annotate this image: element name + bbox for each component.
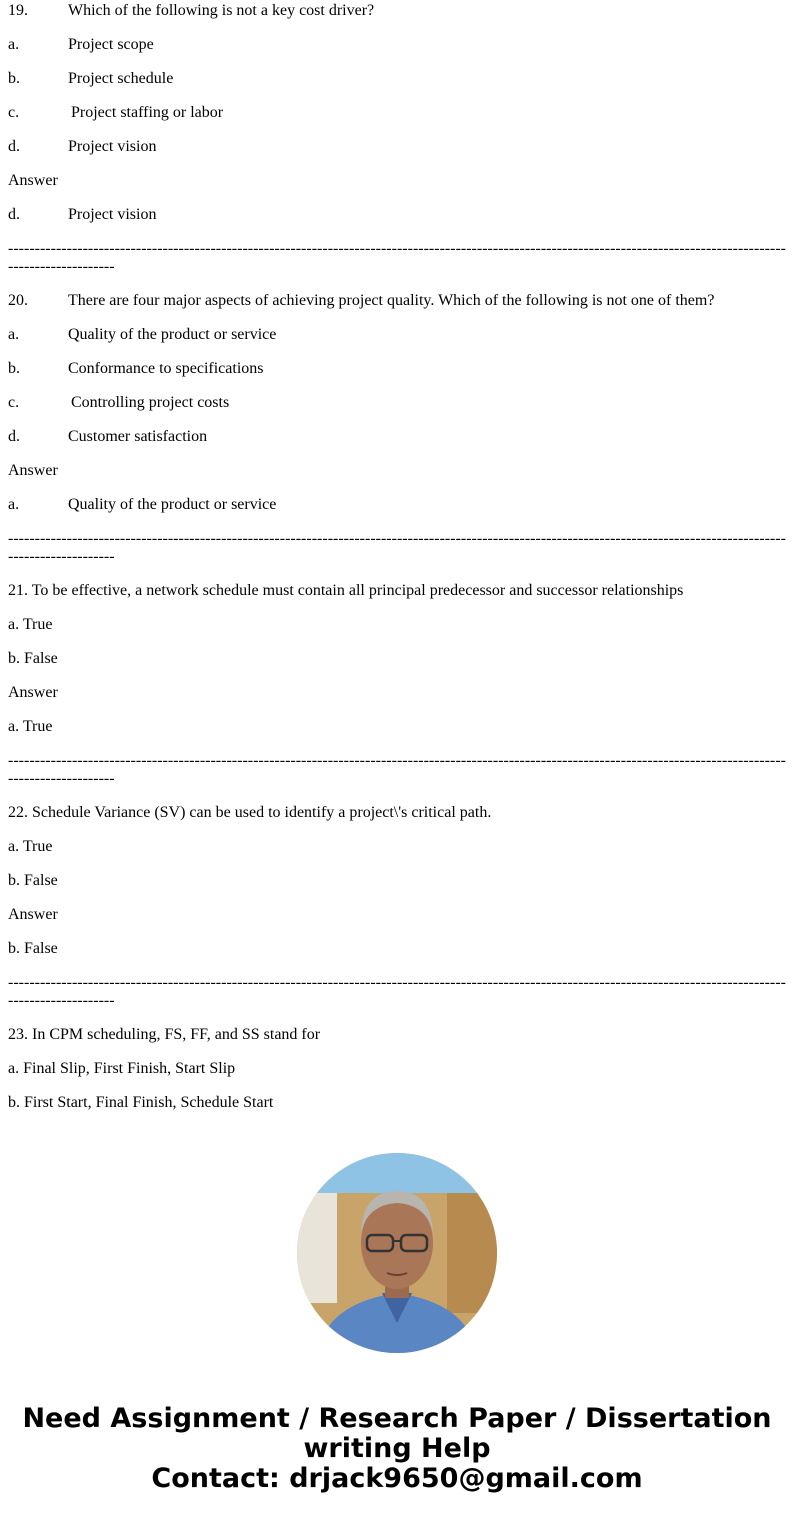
answer-label: Answer (8, 906, 58, 923)
option: b. First Start, Final Finish, Schedule Start (8, 1094, 274, 1111)
option-letter: d. (8, 428, 20, 445)
option-text: Controlling project costs (71, 394, 230, 411)
cta-contact-email: Contact: drjack9650@gmail.com (151, 1463, 643, 1494)
option: a. Final Slip, First Finish, Start Slip (8, 1060, 236, 1077)
option-letter: c. (8, 394, 20, 411)
option (8, 36, 786, 54)
cta-line-2: writing Help (303, 1433, 491, 1464)
option (8, 70, 786, 88)
question-number: 19. (8, 2, 28, 19)
cta-line-1: Need Assignment / Research Paper / Dissertation (22, 1403, 772, 1434)
option (8, 360, 786, 378)
answer-label: Answer (8, 684, 58, 701)
option-letter: d. (8, 206, 20, 223)
option-letter: b. (8, 70, 20, 87)
question-20 (8, 292, 786, 310)
separator: ---------------------------------------------------------------------------------------------------------------------------------------------------------------------- (8, 530, 786, 565)
option-text: Project staffing or labor (71, 104, 224, 121)
option-letter: b. (8, 360, 20, 377)
contact-banner (0, 1404, 794, 1494)
option: a. True (8, 616, 53, 633)
question-21: 21. To be effective, a network schedule must contain all principal predecessor and successor relationships (8, 582, 684, 599)
answer-label: Answer (8, 462, 58, 479)
answer: b. False (8, 940, 58, 957)
option (8, 394, 786, 412)
option: b. False (8, 650, 58, 667)
option-letter: a. (8, 326, 20, 343)
question-number: 20. (8, 292, 28, 309)
option (8, 138, 786, 156)
option-text: Project vision (68, 138, 157, 155)
document-body (0, 2, 794, 1128)
option (8, 326, 786, 344)
option (8, 104, 786, 122)
option-text: Conformance to specifications (68, 360, 264, 377)
answer (8, 206, 786, 224)
question-text: Which of the following is not a key cost driver? (68, 2, 375, 19)
question-22: 22. Schedule Variance (SV) can be used to identify a project\'s critical path. (8, 804, 492, 821)
option-letter: c. (8, 104, 20, 121)
option-letter: d. (8, 138, 20, 155)
option (8, 428, 786, 446)
option: b. False (8, 872, 58, 889)
option-text: Quality of the product or service (68, 496, 277, 513)
option-text: Project vision (68, 206, 157, 223)
question-19 (8, 2, 786, 20)
answer (8, 496, 786, 514)
question-text: There are four major aspects of achieving project quality. Which of the following is not one of them? (68, 292, 715, 309)
portrait-image (297, 1153, 497, 1353)
option-text: Project scope (68, 36, 154, 53)
option: a. True (8, 838, 53, 855)
separator: ---------------------------------------------------------------------------------------------------------------------------------------------------------------------- (8, 974, 786, 1009)
question-23: 23. In CPM scheduling, FS, FF, and SS stand for (8, 1026, 321, 1043)
option-text: Project schedule (68, 70, 174, 87)
option-text: Quality of the product or service (68, 326, 277, 343)
option-letter: a. (8, 36, 20, 53)
option-letter: a. (8, 496, 20, 513)
answer: a. True (8, 718, 53, 735)
answer-label: Answer (8, 172, 58, 189)
author-avatar (297, 1153, 497, 1353)
separator: ---------------------------------------------------------------------------------------------------------------------------------------------------------------------- (8, 240, 786, 275)
separator: ---------------------------------------------------------------------------------------------------------------------------------------------------------------------- (8, 752, 786, 787)
option-text: Customer satisfaction (68, 428, 208, 445)
